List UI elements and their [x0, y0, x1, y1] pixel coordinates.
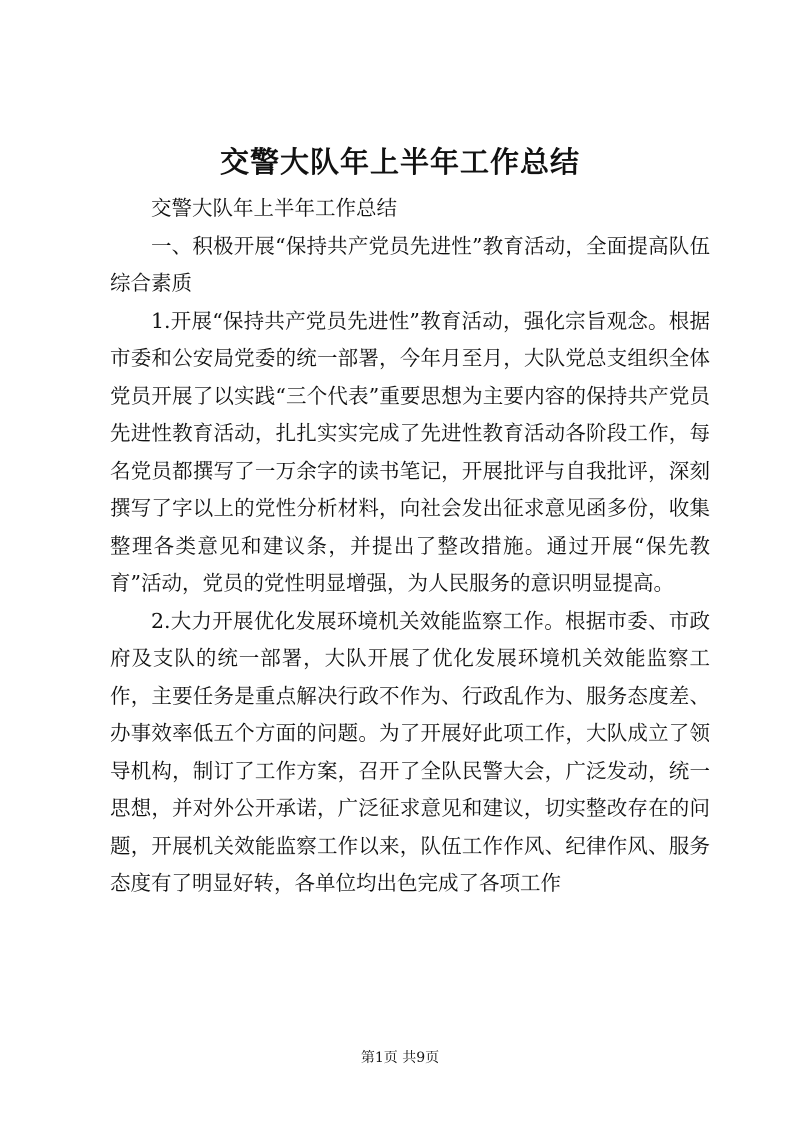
paragraph-item-2: 2.大力开展优化发展环境机关效能监察工作。根据市委、市政府及支队的统一部署，大队开展了优化发展环境机关效能监察工作，主要任务是重点解决行政不作为、行政乱作为、服务态度差、办事效率低五个方面的问题。为了开展好此项工作，大队成立了领导机构，制订了工作方案，召开了全队民警大会，广泛发动，统一思想，并对外公开承诺，广泛征求意见和建议，切实整改存在的问题，开展机关效能监察工作以来，队伍工作作风、纪律作风、服务态度有了明显好转，各单位均出色完成了各项工作 — [110, 608, 710, 895]
document-body — [110, 190, 710, 903]
paragraph-subtitle: 交警大队年上半年工作总结 — [151, 196, 397, 220]
paragraph-section-heading: 一、积极开展“保持共产党员先进性”教育活动，全面提高队伍综合素质 — [110, 233, 710, 295]
paragraph-item-1: 1.开展“保持共产党员先进性”教育活动，强化宗旨观念。根据市委和公安局党委的统一部署，今年月至月，大队党总支组织全体党员开展了以实践“三个代表”重要思想为主要内容的保持共产党员先进性教育活动，扎扎实实完成了先进性教育活动各阶段工作，每名党员都撰写了一万余字的读书笔记，开展批评与自我批评，深刻撰写了字以上的党性分析材料，向社会发出征求意见函多份，收集整理各类意见和建议条，并提出了整改措施。通过开展“保先教育”活动，党员的党性明显增强，为人民服务的意识明显提高。 — [110, 308, 710, 595]
page-footer: 第1页 共9页 — [360, 1050, 440, 1066]
document-title: 交警大队年上半年工作总结 — [219, 145, 580, 179]
